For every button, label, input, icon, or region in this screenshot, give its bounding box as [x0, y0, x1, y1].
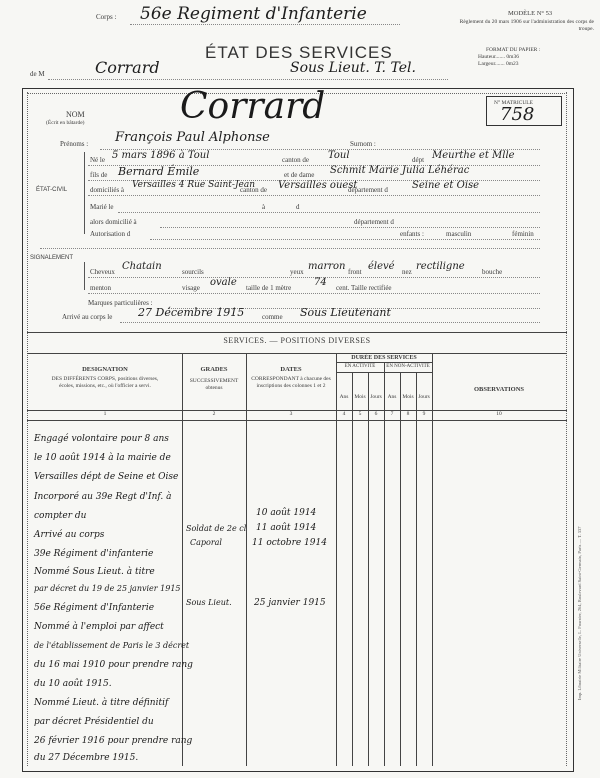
- corps-value: 56e Regiment d'Infanterie: [140, 4, 367, 24]
- col-number-8: 8: [406, 411, 410, 417]
- front-label: front: [348, 268, 362, 276]
- col-observations-header: OBSERVATIONS: [473, 386, 525, 393]
- date-entry: 11 octobre 1914: [252, 538, 327, 548]
- marie-label: Marié le: [90, 203, 114, 211]
- col-sep-5: [368, 372, 369, 766]
- col-number-3: 3: [289, 411, 293, 417]
- col-duree-header: DURÉE DES SERVICES: [351, 355, 417, 361]
- dept2-value: Seine et Oise: [412, 180, 480, 191]
- canton-value: Toul: [328, 150, 350, 161]
- col-jours-1: Jours: [370, 394, 382, 400]
- printer-imprint: Imp. Librairie Militaire Universelle, L. Fournier, 264, Boulevard Saint-Germain, Paris — T. 337: [577, 526, 582, 700]
- inner-right-rule: [566, 92, 567, 766]
- col-number-9: 9: [422, 411, 426, 417]
- marie-rule: [118, 212, 540, 213]
- col-number-4: 4: [342, 411, 346, 417]
- de-m-label: de M: [30, 70, 45, 78]
- col-non-activite-header: EN NON-ACTIVITÉ: [386, 364, 430, 369]
- grade-entry: Caporal: [190, 538, 222, 547]
- prenoms-value: François Paul Alphonse: [115, 130, 270, 145]
- front-value: élevé: [368, 261, 395, 272]
- designation-line: du 16 mai 1910 pour prendre rang: [34, 660, 193, 670]
- modele-number: MODÈLE N° 53: [508, 10, 553, 17]
- designation-line: Nommé Lieut. à titre définitif: [34, 698, 169, 708]
- designation-line: Arrivé au corps: [34, 530, 105, 540]
- domicilies-label: domiciliés à: [90, 186, 125, 194]
- yeux-label: yeux: [290, 268, 304, 276]
- dept2-label: département d: [348, 186, 388, 194]
- surnom-label: Surnom :: [350, 140, 376, 148]
- corps-label: Corps :: [96, 13, 117, 21]
- col-number-1: 1: [103, 411, 107, 417]
- bouche-label: bouche: [482, 268, 503, 276]
- masculin-label: masculin: [446, 230, 472, 238]
- arrive-value: 27 Décembre 1915: [138, 306, 245, 319]
- inner-left-rule: [27, 92, 28, 766]
- designation-line: de l'établissement de Paris le 3 décret: [34, 641, 190, 650]
- arrive-rule: [120, 322, 540, 323]
- signalement-bracket: [84, 262, 85, 290]
- col-dates-header: DATES: [280, 366, 302, 373]
- col-mois-1: Mois: [354, 394, 366, 400]
- designation-line: Nommé à l'emploi par affect: [34, 622, 164, 632]
- marques-label: Marques particulières :: [88, 299, 153, 307]
- designation-line: 39e Régiment d'infanterie: [34, 549, 154, 559]
- grade-entry: Sous Lieut.: [186, 598, 232, 607]
- format-hauteur: Hauteur....... 0m36: [478, 54, 519, 60]
- matricule-value: 758: [500, 104, 535, 125]
- domicilies-value: Versailles 4 Rue Saint-Jean: [132, 180, 256, 190]
- col-number-7: 7: [390, 411, 394, 417]
- etat-civil-bracket: [84, 152, 85, 234]
- header-name-handwritten: Corrard: [95, 58, 160, 77]
- dept-label: dépt: [412, 156, 425, 164]
- blank-rule: [40, 248, 540, 249]
- col-grades-sub: SUCCESSIVEMENT obtenus: [189, 378, 239, 391]
- visage-label: visage: [182, 284, 200, 292]
- col-mois-2: Mois: [402, 394, 414, 400]
- fils-label: fils de: [90, 171, 108, 179]
- designation-line: par décret du 19 de 25 janvier 1915: [34, 584, 181, 593]
- col-designation-header: DESIGNATION: [82, 366, 128, 373]
- date-entry: 25 janvier 1915: [254, 598, 326, 608]
- autorisation-label: Autorisation d: [90, 230, 131, 238]
- designation-line: Versailles dépt de Seine et Oise: [34, 472, 179, 482]
- autorisation-rule: [150, 239, 540, 240]
- designation-line: du 27 Décembre 1915.: [34, 753, 139, 763]
- arrive-label: Arrivé au corps le: [62, 313, 113, 321]
- comme-value: Sous Lieutenant: [300, 306, 391, 319]
- designation-line: Nommé Sous Lieut. à titre: [34, 567, 155, 577]
- etat-civil-label: ÉTAT-CIVIL: [36, 187, 68, 193]
- nez-value: rectiligne: [416, 261, 465, 272]
- format-title: FORMAT DU PAPIER :: [486, 47, 541, 53]
- format-largeur: Largeur....... 0m23: [478, 61, 519, 67]
- dame-value: Schmit Marie Julia Léhérac: [330, 165, 470, 176]
- dept-value: Meurthe et Mlle: [432, 150, 515, 161]
- date-entry: 10 août 1914: [256, 508, 317, 518]
- canton2-value: Versailles ouest: [278, 180, 358, 191]
- signalement-label: SIGNALEMENT: [30, 255, 74, 261]
- dame-label: et de dame: [284, 171, 315, 179]
- matricule-label: N° MATRICULE: [494, 100, 534, 106]
- col-number-2: 2: [212, 411, 216, 417]
- col-jours-2: Jours: [418, 394, 430, 400]
- col-ans-2: Ans: [387, 394, 397, 400]
- duree-sub-rule: [336, 362, 432, 363]
- designation-line: par décret Présidentiel du: [34, 717, 154, 727]
- alors-label: alors domicilié à: [90, 218, 137, 226]
- col-ans-1: Ans: [339, 394, 349, 400]
- taille-label: taille de 1 mètre: [246, 284, 292, 292]
- marie-a-label: à: [262, 203, 266, 211]
- prenoms-label: Prénoms :: [60, 140, 89, 148]
- menton-label: menton: [90, 284, 111, 292]
- taille-value: 74: [314, 277, 327, 288]
- domicilies-rule: [88, 195, 540, 196]
- menton-rule: [88, 293, 540, 294]
- sourcils-label: sourcils: [182, 268, 204, 276]
- corps-underline: [130, 24, 400, 25]
- col-grades-header: GRADES: [200, 366, 228, 373]
- date-entry: 11 août 1914: [256, 523, 317, 533]
- marie-d-label: d: [296, 203, 300, 211]
- ne-value: 5 mars 1896 à Toul: [112, 150, 210, 161]
- designation-line: le 10 août 1914 à la mairie de: [34, 453, 171, 463]
- col-sep-8: [416, 372, 417, 766]
- feminin-label: féminin: [512, 230, 534, 238]
- designation-line: 26 février 1916 pour prendre rang: [34, 736, 193, 746]
- col-designation-sub: DES DIFFÉRENTS CORPS, positions diverses, écoles, missions, etc., où l'officier a servi.: [51, 376, 159, 389]
- de-m-underline: [48, 79, 448, 80]
- nom-sub-label: (Écrit en bâtarde): [46, 120, 85, 126]
- col-number-6: 6: [374, 411, 378, 417]
- header-bottom: [27, 420, 567, 421]
- page-title: ÉTAT DES SERVICES: [205, 43, 393, 62]
- canton2-label: canton de: [240, 186, 268, 194]
- visage-value: ovale: [210, 277, 237, 288]
- col-sep-7: [400, 372, 401, 766]
- designation-line: Engagé volontaire pour 8 ans: [34, 434, 169, 444]
- ne-label: Né le: [90, 156, 105, 164]
- activite-sub-rule: [336, 372, 432, 373]
- col-number-5: 5: [358, 411, 362, 417]
- cheveux-value: Chatain: [122, 261, 162, 272]
- services-top-rule: [27, 332, 567, 333]
- services-title: SERVICES. — POSITIONS DIVERSES: [223, 336, 371, 345]
- services-header-top: [27, 353, 567, 354]
- header-grade-handwritten: Sous Lieut. T. Tel.: [290, 60, 416, 76]
- col-sep-4: [352, 372, 353, 766]
- designation-line: du 10 août 1915.: [34, 679, 112, 689]
- nez-label: nez: [402, 268, 412, 276]
- nom-value: Corrard: [180, 86, 326, 127]
- cheveux-label: Cheveux: [90, 268, 115, 276]
- col-dates-sub: CORRESPONDANT à chacune des inscriptions des colonnes 1 et 2: [251, 376, 331, 389]
- canton-label: canton de: [282, 156, 310, 164]
- comme-label: comme: [262, 313, 283, 321]
- fils-value: Bernard Émile: [118, 165, 200, 178]
- col-sep-6: [384, 362, 385, 766]
- reglement-text: Règlement du 20 mars 1906 sur l'administration des corps de troupe.: [459, 19, 594, 32]
- cent-label: cent. Taille rectifiée: [336, 284, 392, 292]
- col-activite-header: EN ACTIVITÉ: [344, 364, 376, 369]
- designation-line: 56e Régiment d'Infanterie: [34, 603, 155, 613]
- col-number-10: 10: [496, 411, 502, 417]
- dept3-label: département d: [354, 218, 394, 226]
- enfants-label: enfants :: [400, 230, 424, 238]
- grade-entry: Soldat de 2e cl: [186, 524, 247, 533]
- designation-line: compter du: [34, 511, 87, 521]
- yeux-value: marron: [308, 261, 346, 272]
- nom-label: NOM: [66, 110, 85, 119]
- alors-rule: [160, 227, 540, 228]
- designation-line: Incorporé au 39e Regt d'Inf. à: [34, 492, 172, 502]
